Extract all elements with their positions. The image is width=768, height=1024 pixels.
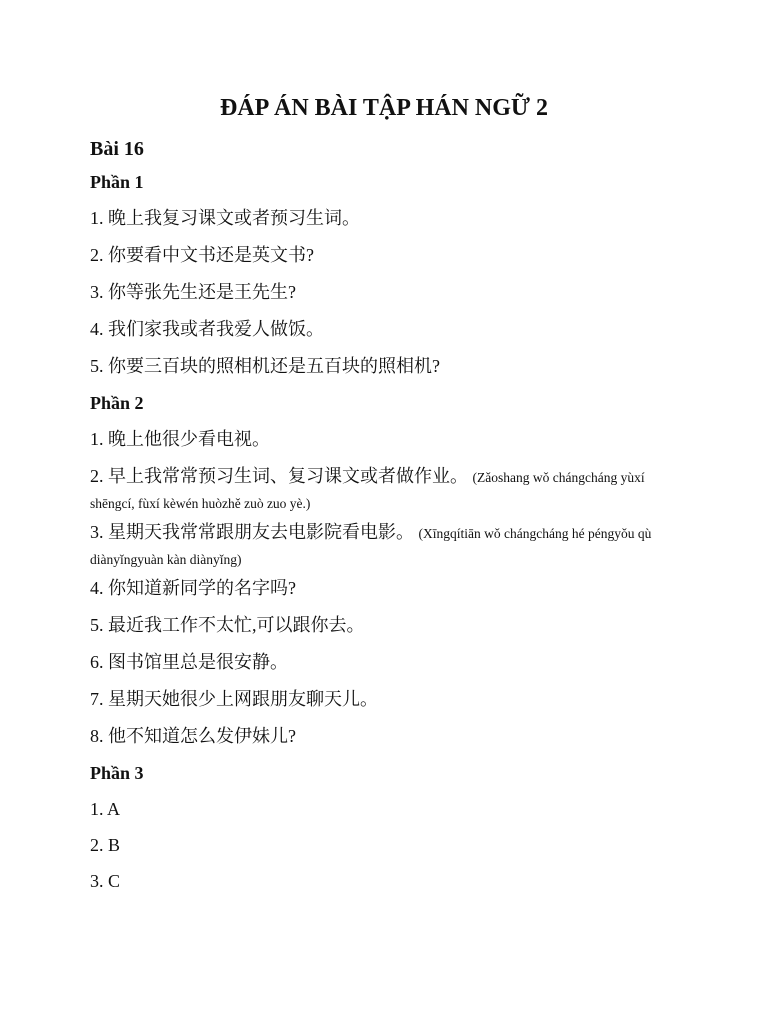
pinyin-note: (Xīngqítiān wǒ chángcháng hé péngyǒu qù diànyǐngyuàn kàn diànyǐng) bbox=[90, 526, 652, 567]
document-title: ĐÁP ÁN BÀI TẬP HÁN NGỮ 2 bbox=[219, 95, 549, 121]
item-text: 2. 早上我常常预习生词、复习课文或者做作业。 bbox=[90, 466, 468, 486]
item-text: 3. 星期天我常常跟朋友去电影院看电影。 bbox=[90, 522, 414, 542]
list-item: 2. B bbox=[90, 835, 121, 855]
list-item: 1. 晚上他很少看电视。 bbox=[90, 429, 270, 449]
list-item: 4. 我们家我或者我爱人做饭。 bbox=[90, 319, 324, 339]
list-item-with-pinyin bbox=[90, 519, 690, 575]
pinyin-note: (Zǎoshang wǒ chángcháng yùxí shēngcí, fùxí kèwén huòzhě zuò zuo yè.) bbox=[90, 470, 645, 511]
list-item: 1. 晚上我复习课文或者预习生词。 bbox=[90, 208, 360, 228]
lesson-heading: Bài 16 bbox=[90, 138, 144, 160]
list-item: 8. 他不知道怎么发伊妹儿? bbox=[90, 726, 296, 746]
list-item: 6. 图书馆里总是很安静。 bbox=[90, 652, 288, 672]
part-3-heading: Phần 3 bbox=[90, 763, 144, 783]
list-item-with-pinyin bbox=[90, 463, 690, 519]
list-item: 5. 你要三百块的照相机还是五百块的照相机? bbox=[90, 356, 440, 376]
list-item: 7. 星期天她很少上网跟朋友聊天儿。 bbox=[90, 689, 378, 709]
list-item: 1. A bbox=[90, 799, 121, 819]
list-item: 5. 最近我工作不太忙,可以跟你去。 bbox=[90, 615, 365, 635]
list-item: 3. 你等张先生还是王先生? bbox=[90, 282, 296, 302]
part-1-heading: Phần 1 bbox=[90, 172, 144, 192]
list-item: 4. 你知道新同学的名字吗? bbox=[90, 578, 296, 598]
list-item: 2. 你要看中文书还是英文书? bbox=[90, 245, 314, 265]
part-2-heading: Phần 2 bbox=[90, 393, 144, 413]
document-body bbox=[90, 135, 690, 904]
list-item: 3. C bbox=[90, 871, 121, 891]
